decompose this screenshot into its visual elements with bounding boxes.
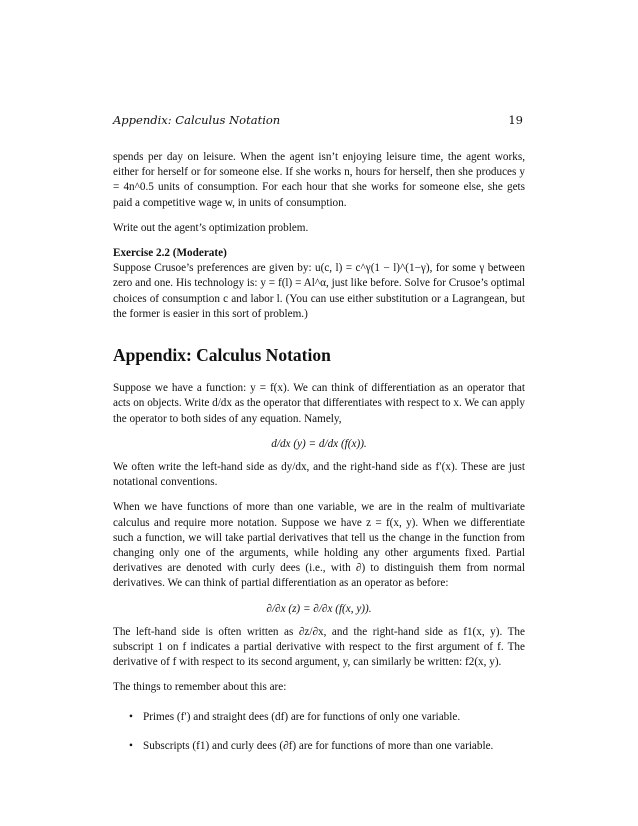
paragraph-multivariate: When we have functions of more than one variable, we are in the realm of multivariate calculus and require more notation. Suppose we have z = f(x, y). When we differentiate such a function, we will take partial derivatives that tell us the change in the function from changing only one of the arguments, while holding any other arguments fixed. Partial derivatives are denoted with curly dees (i.e., with ∂) to distinguish them from normal derivatives. We can think of partial differentiation as an operator as before: (113, 501, 525, 590)
equation-derivative: d/dx (y) = d/dx (f(x)). (271, 437, 367, 450)
bullet-icon: • (129, 710, 133, 723)
body-text (113, 150, 525, 754)
list-item (129, 710, 525, 725)
paragraph-instruction: Write out the agent’s optimization problem. (113, 221, 309, 234)
header-title: Appendix: Calculus Notation (113, 113, 281, 127)
paragraph-exercise: Suppose Crusoe’s preferences are given by: u(c, l) = c^γ(1 − l)^(1−γ), for some γ between zero and one. His technology is: y = f(l) = Al^α, just like before. Solve for Crusoe’s optimal choices of consumption c and labor l. (You can use either substitution or a Lagrangean, but the former is easier in this sort of problem.) (113, 262, 525, 320)
bullet-icon: • (129, 739, 133, 752)
paragraph-notation: We often write the left-hand side as dy/dx, and the right-hand side as f′(x). These are just notational conventions. (113, 461, 525, 489)
list-item-text: Primes (f′) and straight dees (df) are for functions of only one variable. (143, 710, 461, 723)
equation-partial: ∂/∂x (z) = ∂/∂x (f(x, y)). (266, 602, 372, 615)
exercise-title: Exercise 2.2 (Moderate) (113, 247, 227, 260)
paragraph-differentiation: Suppose we have a function: y = f(x). We can think of differentiation as an operator that acts on objects. Write d/dx as the operator that differentiates with respect to x. We can apply the operator to both sides of any equation. Namely, (113, 382, 525, 425)
remember-list (113, 710, 525, 754)
list-item (129, 739, 525, 754)
paragraph-leisure: spends per day on leisure. When the agent isn’t enjoying leisure time, the agent works, either for herself or for someone else. If she works n, hours for herself, then she produces y = 4n^0.5 units of consumption. For each hour that she works for someone else, she gets paid a competitive wage w, in units of consumption. (113, 151, 525, 209)
list-item-text: Subscripts (f1) and curly dees (∂f) are for functions of more than one variable. (143, 739, 494, 752)
paragraph-remember: The things to remember about this are: (113, 681, 287, 694)
running-header (113, 113, 523, 127)
section-heading: Appendix: Calculus Notation (113, 345, 331, 366)
paragraph-partial-notation: The left-hand side is often written as ∂z/∂x, and the right-hand side as f1(x, y). The subscript 1 on f indicates a partial derivative with respect to the first argument of f. The derivative of f with respect to its second argument, y, can similarly be written: f2(x, y). (113, 625, 525, 669)
page-number: 19 (508, 113, 523, 127)
